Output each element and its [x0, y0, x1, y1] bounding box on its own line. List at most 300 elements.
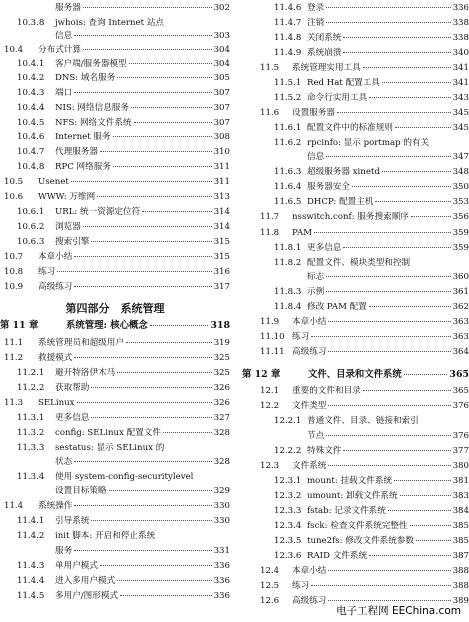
section-title: Usenet: [38, 177, 69, 187]
page-number: 348: [452, 167, 469, 177]
section-title: 文件系统: [292, 461, 327, 471]
section-title: 登录: [307, 3, 325, 13]
toc-entry: [0, 398, 230, 409]
section-number: 11.6.1: [274, 123, 302, 133]
leader-dots: [328, 465, 450, 466]
section-number: 10.4.6: [17, 132, 45, 142]
leader-dots: [163, 432, 212, 433]
toc-entry: [0, 18, 230, 29]
watermark-footer: 电子工程网 EEChina.com: [336, 605, 461, 617]
page-number: 314: [213, 207, 230, 217]
section-number: 11.4.5: [17, 591, 45, 601]
section-title: fstab: 记录文件系统: [307, 506, 386, 516]
toc-entry: [0, 237, 230, 248]
section-title: 分布式计算: [38, 45, 81, 55]
page-number: 362: [452, 302, 469, 312]
section-title: 注销: [307, 18, 325, 28]
page-number: 305: [213, 73, 230, 83]
leader-dots: [71, 181, 212, 182]
page-number: 326: [213, 398, 230, 408]
page-number: 328: [213, 457, 230, 467]
page-number: 311: [213, 162, 230, 172]
section-number: 12.3.5: [274, 536, 302, 546]
section-title: 超级服务器 xinetd: [307, 167, 380, 177]
toc-entry: [0, 368, 230, 379]
page-number: 307: [213, 103, 230, 113]
toc-entry: [242, 302, 469, 313]
section-number: 12.1: [260, 386, 280, 396]
leader-dots: [142, 211, 211, 212]
leader-dots: [326, 276, 450, 277]
page-number: 341: [452, 78, 469, 88]
page-number: 389: [452, 596, 469, 606]
page-number: 359: [452, 228, 469, 238]
page-number: 359: [452, 243, 469, 253]
page-number: 314: [213, 222, 230, 232]
page-number: 307: [213, 88, 230, 98]
leader-dots: [343, 450, 450, 451]
leader-dots: [328, 570, 450, 571]
toc-entry: [0, 428, 230, 439]
section-number: 11.4.3: [17, 561, 45, 571]
toc-entry: [242, 93, 469, 104]
page-number: 385: [452, 536, 469, 546]
leader-dots: [150, 325, 209, 326]
section-number: 12.3.6: [274, 551, 302, 561]
leader-dots: [109, 490, 212, 491]
section-number: 11.4: [4, 501, 24, 511]
toc-entry: [0, 501, 230, 512]
section-number: 11.6: [260, 108, 280, 118]
section-number: 10.4: [4, 45, 24, 55]
page-number: 315: [213, 252, 230, 262]
page-number: 336: [213, 591, 230, 601]
toc-entry: [0, 88, 230, 99]
section-title: 本章小结: [38, 252, 73, 262]
toc-entry: [242, 347, 469, 358]
leader-dots: [363, 390, 451, 391]
page-number: 340: [452, 48, 469, 58]
toc-entry: [242, 138, 469, 149]
page-number: 329: [213, 486, 230, 496]
page-number: 318: [210, 320, 230, 331]
toc-entry: [0, 320, 230, 331]
page-number: 336: [213, 576, 230, 586]
section-number: 11.5.1: [274, 78, 302, 88]
section-title: rpcinfo: 显示 portmap 的有关: [307, 138, 430, 148]
page-number: 328: [213, 428, 230, 438]
page-number: 343: [452, 93, 469, 103]
section-number: 11.6.2: [274, 138, 302, 148]
section-number: 11.5: [260, 63, 280, 73]
section-title: 练习: [38, 267, 56, 277]
section-title: 命令行实用工具: [307, 93, 368, 103]
leader-dots: [100, 565, 212, 566]
section-title: 节点: [307, 431, 325, 441]
section-number: 12.2.1: [274, 416, 302, 426]
section-title: 服务器安全: [307, 182, 350, 192]
section-title: 文件类型: [292, 401, 327, 411]
leader-dots: [117, 372, 211, 373]
section-number: 12.3.2: [274, 491, 302, 501]
page-number: 311: [213, 177, 230, 187]
page-number: 326: [213, 383, 230, 393]
page-number: 316: [213, 267, 230, 277]
leader-dots: [74, 92, 211, 93]
section-title: 标志: [307, 272, 325, 282]
section-number: 11.1: [4, 338, 24, 348]
leader-dots: [113, 136, 212, 137]
toc-entry: [242, 536, 469, 547]
section-title: NFS: 网络文件系统: [55, 118, 132, 128]
page-number: 338: [452, 18, 469, 28]
leader-dots: [314, 232, 451, 233]
toc-entry: [242, 491, 469, 502]
section-number: 11.6.5: [274, 197, 302, 207]
toc-entry: [242, 167, 469, 178]
section-number: 12.3.4: [274, 521, 302, 531]
leader-dots: [369, 555, 451, 556]
section-number: 12.3.3: [274, 506, 302, 516]
leader-dots: [343, 247, 450, 248]
page-number: 331: [213, 546, 230, 556]
section-number: 11.4.8: [274, 33, 302, 43]
page-number: 327: [213, 413, 230, 423]
part-heading: 第四部分 系统管理: [65, 302, 165, 315]
section-title: sestatus: 显示 SELinux 的: [55, 443, 165, 453]
page-number: 304: [213, 45, 230, 55]
section-title: 系统操作: [38, 501, 73, 511]
toc-entry: [0, 443, 230, 454]
toc-entry: [0, 192, 230, 203]
page-number: 353: [452, 197, 469, 207]
section-title: DNS: 域名服务: [55, 73, 116, 83]
section-title: 关闭系统: [307, 33, 342, 43]
section-number: 11.3.1: [17, 413, 45, 423]
toc-entry: [242, 108, 469, 119]
section-number: 11.3: [4, 398, 24, 408]
section-title: nsswitch.conf: 服务搜索顺序: [292, 212, 409, 222]
page-number: 377: [452, 446, 469, 456]
section-title: 进入多用户模式: [55, 576, 116, 586]
leader-dots: [83, 226, 212, 227]
section-title: Red Hat 配置工具: [307, 78, 380, 88]
toc-entry: [242, 369, 469, 380]
leader-dots: [416, 540, 451, 541]
toc-entry: [242, 18, 469, 29]
leader-dots: [74, 286, 211, 287]
section-number: 10.6.1: [17, 207, 45, 217]
toc-entry: [242, 401, 469, 412]
leader-dots: [352, 186, 451, 187]
toc-entry: [242, 123, 469, 134]
leader-dots: [100, 151, 212, 152]
leader-dots: [83, 49, 212, 50]
section-title: Internet 服务: [55, 132, 111, 142]
section-title: tune2fs: 修改文件系统参数: [307, 536, 415, 546]
section-number: 11.4.6: [274, 3, 302, 13]
page-number: 325: [213, 368, 230, 378]
section-number: 11.8.4: [274, 302, 302, 312]
page-number: 365: [449, 369, 469, 380]
leader-dots: [311, 585, 450, 586]
leader-dots: [83, 7, 212, 8]
section-title: 本章小结: [292, 566, 327, 576]
page-number: 388: [452, 581, 469, 591]
section-number: 11.8: [260, 228, 280, 238]
toc-entry: [242, 243, 469, 254]
section-title: 重要的文件和目录: [292, 386, 361, 396]
section-number: 11.2.2: [17, 383, 45, 393]
leader-dots: [363, 67, 451, 68]
section-title: 配置文件中的标准规则: [307, 123, 393, 133]
section-number: 12.3.1: [274, 476, 302, 486]
toc-entry: [0, 118, 230, 129]
section-title: URL: 统一资源定位符: [55, 207, 141, 217]
toc-entry: [242, 182, 469, 193]
section-title: 修改 PAM 配置: [307, 302, 367, 312]
section-number: 12.5: [260, 581, 280, 591]
section-title: WWW: 万维网: [38, 192, 96, 202]
page-number: 330: [213, 516, 230, 526]
toc-entry: [242, 431, 469, 442]
section-number: 11.4.7: [274, 18, 302, 28]
page-number: 307: [213, 118, 230, 128]
section-title: config: SELinux 配置文件: [55, 428, 162, 438]
section-title: 本章小结: [292, 317, 327, 327]
toc-entry: [242, 506, 469, 517]
toc-entry: [0, 59, 230, 70]
toc-entry: [0, 31, 230, 42]
toc-entry: [242, 461, 469, 472]
page-number: 360: [452, 272, 469, 282]
page-number: 341: [452, 63, 469, 73]
section-number: 11.6.4: [274, 182, 302, 192]
leader-dots: [382, 82, 451, 83]
section-title: 服务器: [55, 3, 81, 13]
page-number: 336: [213, 561, 230, 571]
leader-dots: [400, 495, 451, 496]
section-title: 示例: [307, 287, 325, 297]
section-number: 11.3.3: [17, 443, 45, 453]
toc-entry: [0, 177, 230, 188]
toc-entry: [242, 416, 469, 427]
toc-entry: [242, 272, 469, 283]
section-title: 文件、目录和文件系统: [308, 369, 402, 380]
section-number: 10.4.3: [17, 88, 45, 98]
section-title: 引导系统: [55, 516, 90, 526]
toc-entry: [242, 48, 469, 59]
toc-entry: [242, 63, 469, 74]
toc-entry: [242, 33, 469, 44]
section-title: 代理服务器: [55, 147, 98, 157]
leader-dots: [129, 63, 212, 64]
leader-dots: [328, 351, 450, 352]
section-title: init 脚本: 开启和停止系统: [55, 531, 156, 541]
section-title: 系统崩溃: [307, 48, 342, 58]
section-title: RAID 文件系统: [307, 551, 368, 561]
leader-dots: [117, 580, 211, 581]
toc-entry: [0, 546, 230, 557]
page-number: 315: [213, 237, 230, 247]
section-number: 10.9: [4, 282, 24, 292]
page-number: 345: [452, 123, 469, 133]
toc-entry: [0, 132, 230, 143]
section-number: 10.4.8: [17, 162, 45, 172]
toc-entry: [242, 332, 469, 343]
leader-dots: [91, 417, 211, 418]
toc-entry: [0, 472, 230, 483]
leader-dots: [369, 306, 451, 307]
toc-entry: [242, 581, 469, 592]
section-number: 11.10: [260, 332, 285, 342]
leader-dots: [328, 600, 450, 601]
leader-dots: [343, 37, 450, 38]
toc-entry: [0, 561, 230, 572]
page-number: 308: [213, 132, 230, 142]
toc-entry: [242, 152, 469, 163]
toc-entry: [0, 383, 230, 394]
toc-entry: [242, 551, 469, 562]
toc-entry: [0, 45, 230, 56]
section-title: jwhois: 查询 Internet 站点: [55, 18, 165, 28]
section-number: 11.9: [260, 317, 280, 327]
toc-entry: [242, 287, 469, 298]
section-number: 11.4.2: [17, 531, 45, 541]
toc-entry: [0, 207, 230, 218]
section-number: 11.8.2: [274, 258, 302, 268]
leader-dots: [326, 156, 450, 157]
leader-dots: [311, 336, 450, 337]
page-number: 385: [452, 521, 469, 531]
leader-dots: [394, 480, 451, 481]
toc-entry: [0, 282, 230, 293]
section-title: 浏览器: [55, 222, 81, 232]
toc-entry: [0, 267, 230, 278]
section-title: DHCP: 配置主机: [307, 197, 374, 207]
toc-entry: [242, 197, 469, 208]
toc-entry: [0, 486, 230, 497]
leader-dots: [134, 122, 212, 123]
section-title: 设置服务器: [292, 108, 335, 118]
section-title: 设置目标策略: [55, 486, 107, 496]
page-number: 365: [452, 386, 469, 396]
page-number: 364: [452, 347, 469, 357]
section-title: 更多信息: [307, 243, 342, 253]
toc-entry: [0, 457, 230, 468]
section-title: umount: 卸载文件系统: [307, 491, 398, 501]
leader-dots: [411, 216, 451, 217]
section-title: fsck: 检查文件系统完整性: [307, 521, 408, 531]
leader-dots: [74, 256, 211, 257]
section-title: 更多信息: [55, 413, 90, 423]
toc-entry: [242, 386, 469, 397]
page-number: 376: [452, 401, 469, 411]
section-number: 11.8.3: [274, 287, 302, 297]
toc-entry: [242, 78, 469, 89]
section-number: 11.3.2: [17, 428, 45, 438]
leader-dots: [369, 97, 450, 98]
toc-entry: [0, 576, 230, 587]
section-title: 获取帮助: [55, 383, 90, 393]
page-number: 325: [213, 353, 230, 363]
leader-dots: [410, 525, 451, 526]
section-number: 12.6: [260, 596, 280, 606]
leader-dots: [343, 52, 450, 53]
section-title: 服务: [55, 546, 73, 556]
section-title: 信息: [307, 152, 325, 162]
section-number: 11.2: [4, 353, 24, 363]
leader-dots: [91, 241, 211, 242]
section-number: 11.4.9: [274, 48, 302, 58]
leader-dots: [74, 461, 211, 462]
section-title: 高级练习: [292, 596, 327, 606]
section-number: 11.7: [260, 212, 280, 222]
section-title: 使用 system-config-securitylevel: [55, 472, 194, 482]
leader-dots: [74, 550, 211, 551]
section-title: mount: 挂载文件系统: [307, 476, 393, 486]
section-title: 练习: [292, 332, 310, 342]
leader-dots: [404, 374, 448, 375]
section-title: 特殊文件: [307, 446, 342, 456]
section-title: 普通文件、目录、链接和索引: [307, 416, 419, 426]
page-number: 361: [452, 287, 469, 297]
section-number: 10.6: [4, 192, 24, 202]
toc-entry: [0, 147, 230, 158]
page-number: 303: [213, 31, 230, 41]
leader-dots: [388, 510, 451, 511]
section-number: 12.4: [260, 566, 280, 576]
toc-entry: [0, 162, 230, 173]
section-number: 11.3.4: [17, 472, 45, 482]
section-number: 12.3: [260, 461, 280, 471]
section-title: 多用户/图形模式: [55, 591, 119, 601]
leader-dots: [74, 505, 211, 506]
leader-dots: [117, 77, 211, 78]
leader-dots: [326, 7, 450, 8]
toc-entry: [0, 73, 230, 84]
page-number: 381: [452, 476, 469, 486]
leader-dots: [57, 271, 211, 272]
toc-entry: [0, 103, 230, 114]
leader-dots: [74, 35, 211, 36]
section-number: 10.8: [4, 267, 24, 277]
section-number: 10.3.8: [17, 18, 45, 28]
leader-dots: [326, 291, 450, 292]
leader-dots: [74, 357, 211, 358]
section-title: PAM: [292, 228, 312, 238]
section-title: NIS: 网络信息服务: [55, 103, 129, 113]
toc-entry: [0, 338, 230, 349]
leader-dots: [113, 166, 212, 167]
toc-entry: [242, 3, 469, 14]
toc-entry: [242, 566, 469, 577]
leader-dots: [91, 387, 211, 388]
leader-dots: [375, 201, 450, 202]
toc-entry: [242, 521, 469, 532]
leader-dots: [326, 22, 450, 23]
leader-dots: [326, 435, 450, 436]
leader-dots: [120, 595, 212, 596]
section-title: 搜索引擎: [55, 237, 90, 247]
section-number: 11.8.1: [274, 243, 302, 253]
page-number: 310: [213, 147, 230, 157]
toc-entry: [0, 531, 230, 542]
page-number: 363: [452, 332, 469, 342]
leader-dots: [337, 112, 451, 113]
page-number: 383: [452, 491, 469, 501]
page-number: 338: [452, 33, 469, 43]
